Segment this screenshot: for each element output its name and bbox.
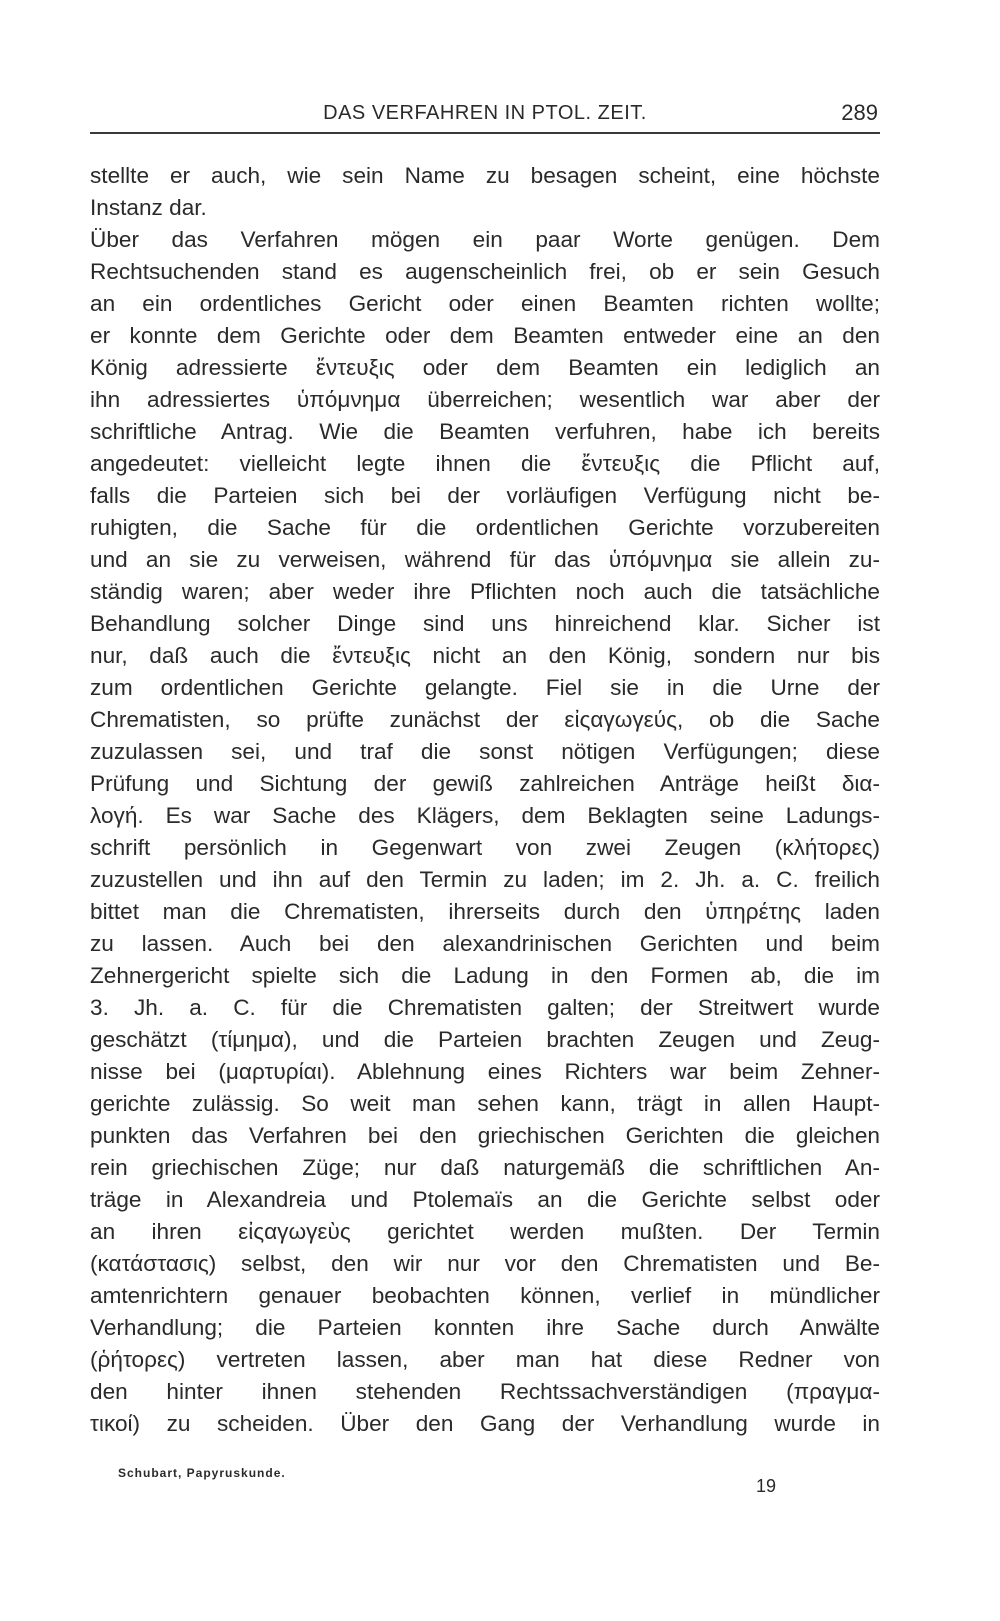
text-line: nisse bei (μαρτυρίαι). Ablehnung eines Richters war beim Zehner- (90, 1059, 880, 1084)
text-line: und an sie zu verweisen, während für das ὑπόμνημα sie allein zu- (90, 547, 880, 572)
text-line: zu lassen. Auch bei den alexandrinischen Gerichten und beim (90, 931, 880, 956)
page-number: 289 (841, 100, 878, 125)
running-header (90, 98, 880, 134)
text-line: ständig waren; aber weder ihre Pflichten noch auch die tatsächliche (90, 579, 880, 604)
text-line: amtenrichtern genauer beobachten können, verlief in mündlicher (90, 1283, 880, 1308)
text-line: geschätzt (τίμημα), und die Parteien brachten Zeugen und Zeug- (90, 1027, 880, 1052)
text-line: angedeutet: vielleicht legte ihnen die ἔντευξις die Pflicht auf, (90, 451, 880, 476)
signature-mark: 19 (756, 1476, 777, 1496)
text-line: stellte er auch, wie sein Name zu besagen scheint, eine höchste (90, 163, 880, 188)
text-line: gerichte zulässig. So weit man sehen kann, trägt in allen Haupt- (90, 1091, 880, 1116)
body-text (90, 160, 880, 1440)
text-line: falls die Parteien sich bei der vorläufigen Verfügung nicht be- (90, 483, 880, 508)
text-line: λογή. Es war Sache des Klägers, dem Beklagten seine Ladungs- (90, 803, 880, 828)
text-line: an ihren εἰςαγωγεὺς gerichtet werden mußten. Der Termin (90, 1219, 880, 1244)
text-line: ruhigten, die Sache für die ordentlichen Gerichte vorzubereiten (90, 515, 880, 540)
text-line: punkten das Verfahren bei den griechischen Gerichten die gleichen (90, 1123, 880, 1148)
text-line: nur, daß auch die ἔντευξις nicht an den König, sondern nur bis (90, 643, 880, 668)
text-line: Verhandlung; die Parteien konnten ihre Sache durch Anwälte (90, 1315, 880, 1340)
text-line: schriftliche Antrag. Wie die Beamten verfuhren, habe ich bereits (90, 419, 880, 444)
text-line: (ῥήτορες) vertreten lassen, aber man hat diese Redner von (90, 1347, 880, 1372)
text-line: König adressierte ἔντευξις oder dem Beamten ein lediglich an (90, 355, 880, 380)
text-line: 3. Jh. a. C. für die Chrematisten galten; der Streitwert wurde (90, 995, 880, 1020)
text-line: ihn adressiertes ὑπόμνημα überreichen; wesentlich war aber der (90, 387, 880, 412)
text-line: Zehnergericht spielte sich die Ladung in den Formen ab, die im (90, 963, 880, 988)
text-line: den hinter ihnen stehenden Rechtssachverständigen (πραγμα- (90, 1379, 880, 1404)
text-line: zum ordentlichen Gerichte gelangte. Fiel sie in die Urne der (90, 675, 880, 700)
text-line: zuzustellen und ihn auf den Termin zu laden; im 2. Jh. a. C. freilich (90, 867, 880, 892)
text-line: Chrematisten, so prüfte zunächst der εἰςαγωγεύς, ob die Sache (90, 707, 880, 732)
text-line: Rechtsuchenden stand es augenscheinlich frei, ob er sein Gesuch (90, 259, 880, 284)
text-line: (κατάστασις) selbst, den wir nur vor den Chrematisten und Be- (90, 1251, 880, 1276)
text-line: Behandlung solcher Dinge sind uns hinreichend klar. Sicher ist (90, 611, 880, 636)
text-line: träge in Alexandreia und Ptolemaïs an die Gerichte selbst oder (90, 1187, 880, 1212)
text-line: zuzulassen sei, und traf die sonst nötigen Verfügungen; diese (90, 739, 880, 764)
text-line: schrift persönlich in Gegenwart von zwei Zeugen (κλήτορες) (90, 835, 880, 860)
text-line: τικοί) zu scheiden. Über den Gang der Verhandlung wurde in (90, 1411, 880, 1436)
page-footer (118, 1466, 777, 1506)
text-line: an ein ordentliches Gericht oder einen Beamten richten wollte; (90, 291, 880, 316)
text-line: Über das Verfahren mögen ein paar Worte genügen. Dem (90, 227, 880, 252)
text-line: rein griechischen Züge; nur daß naturgemäß die schriftlichen An- (90, 1155, 880, 1180)
text-line: Prüfung und Sichtung der gewiß zahlreichen Anträge heißt δια- (90, 771, 880, 796)
running-head-title: DAS VERFAHREN IN PTOL. ZEIT. (323, 102, 647, 124)
text-line: er konnte dem Gerichte oder dem Beamten entweder eine an den (90, 323, 880, 348)
text-line: bittet man die Chrematisten, ihrerseits durch den ὑπηρέτης laden (90, 899, 880, 924)
text-line: Instanz dar. (90, 195, 207, 220)
printer-signature: Schubart, Papyruskunde. (118, 1466, 286, 1480)
